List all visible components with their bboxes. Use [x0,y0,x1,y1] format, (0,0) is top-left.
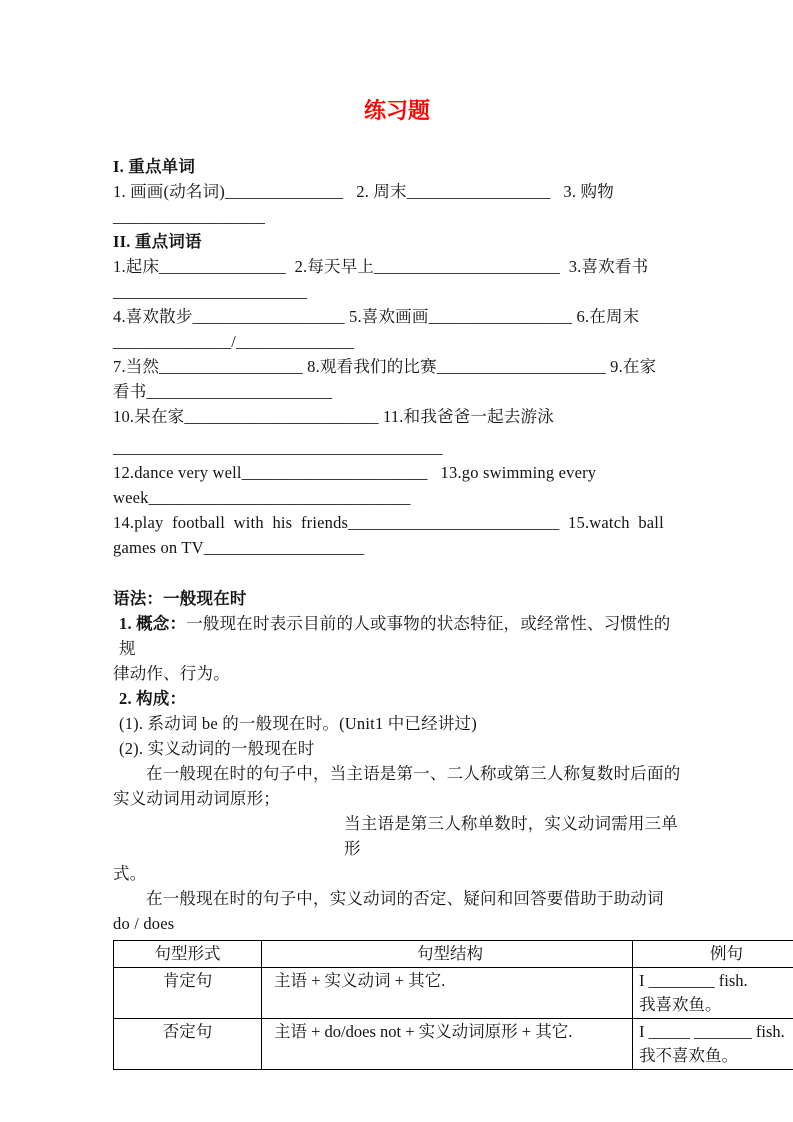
section-key-words [113,154,681,229]
example-chinese: 我不喜欢鱼。 [639,1046,738,1065]
words-line-2: __________________ [113,207,266,226]
section-phrases-heading: II. 重点词语 [113,232,202,251]
example-english: I _____ _______ fish. [639,1022,785,1041]
phrases-line: 10.呆在家_______________________ 11.和我爸爸一起去游泳 [113,407,554,426]
grammar-sub-1: (1). 系动词 be 的一般现在时。(Unit1 中已经讲过) [119,714,477,733]
header-sentence-form: 句型形式 [114,941,262,968]
grammar-sub-2: (2). 实义动词的一般现在时 [119,739,315,758]
grammar-plural-line-2: 实义动词用动词原形； [113,789,280,808]
concept-label: 1. 概念： [119,614,187,633]
cell-structure-affirmative: 主语 + 实义动词 + 其它. [262,968,633,1019]
grammar-concept-line-2: 律动作、行为。 [113,664,230,683]
grammar-concept-line [113,611,681,661]
phrases-line: 7.当然_________________ 8.观看我们的比赛____________________ 9.在家 [113,357,657,376]
table-row [114,1019,793,1070]
example-english: I ________ fish. [639,971,748,990]
section-words-heading: I. 重点单词 [113,157,196,176]
cell-form-negative: 否定句 [114,1019,262,1070]
table-row [114,968,793,1019]
sentence-pattern-table [113,940,793,1070]
phrases-line: games on TV___________________ [113,538,365,557]
grammar-section [113,586,681,936]
example-chinese: 我喜欢鱼。 [639,995,722,1014]
cell-example-negative [633,1019,793,1070]
grammar-singular-line-2: 式。 [113,864,147,883]
grammar-aux-line-1: 在一般现在时的句子中，实义动词的否定、疑问和回答要借助于助动词 [146,889,664,908]
cell-example-affirmative [633,968,793,1019]
phrases-line: _______________________ [113,282,308,301]
section-key-phrases [113,229,681,560]
phrases-line: 12.dance very well______________________ 13.go swimming every [113,463,597,482]
grammar-aux-line-2: do / does [113,914,175,933]
cell-structure-negative: 主语 + do/does not + 实义动词原形 + 其它. [262,1019,633,1070]
phrases-line: week_______________________________ [113,488,411,507]
words-line-1: 1. 画画(动名词)______________ 2. 周末_________________ 3. 购物 [113,182,614,201]
grammar-singular-line-1: 当主语是第三人称单数时，实义动词需用三单形 [344,814,678,858]
concept-text: 一般现在时表示目前的人或事物的状态特征，或经常性、习惯性的规 [119,614,671,658]
grammar-heading: 语法：一般现在时 [113,589,247,608]
cell-form-affirmative: 肯定句 [114,968,262,1019]
table-header-row [114,941,793,968]
header-example: 例句 [633,941,793,968]
header-sentence-structure: 句型结构 [262,941,633,968]
page-title: 练习题 [363,98,430,123]
grammar-plural-line-1: 在一般现在时的句子中，当主语是第一、二人称或第三人称复数时后面的 [146,764,681,783]
phrases-line: ______________/______________ [113,332,355,351]
phrases-line: 1.起床_______________ 2.每天早上______________________ 3.喜欢看书 [113,257,649,276]
phrases-line: 14.play football with his friends_________________________ 15.watch ball [113,513,664,532]
phrases-line: 看书______________________ [113,382,333,401]
grammar-structure-label: 2. 构成： [119,689,187,708]
phrases-line: 4.喜欢散步__________________ 5.喜欢画画_________________ 6.在周末 [113,307,640,326]
phrases-line: _______________________________________ [113,438,443,457]
